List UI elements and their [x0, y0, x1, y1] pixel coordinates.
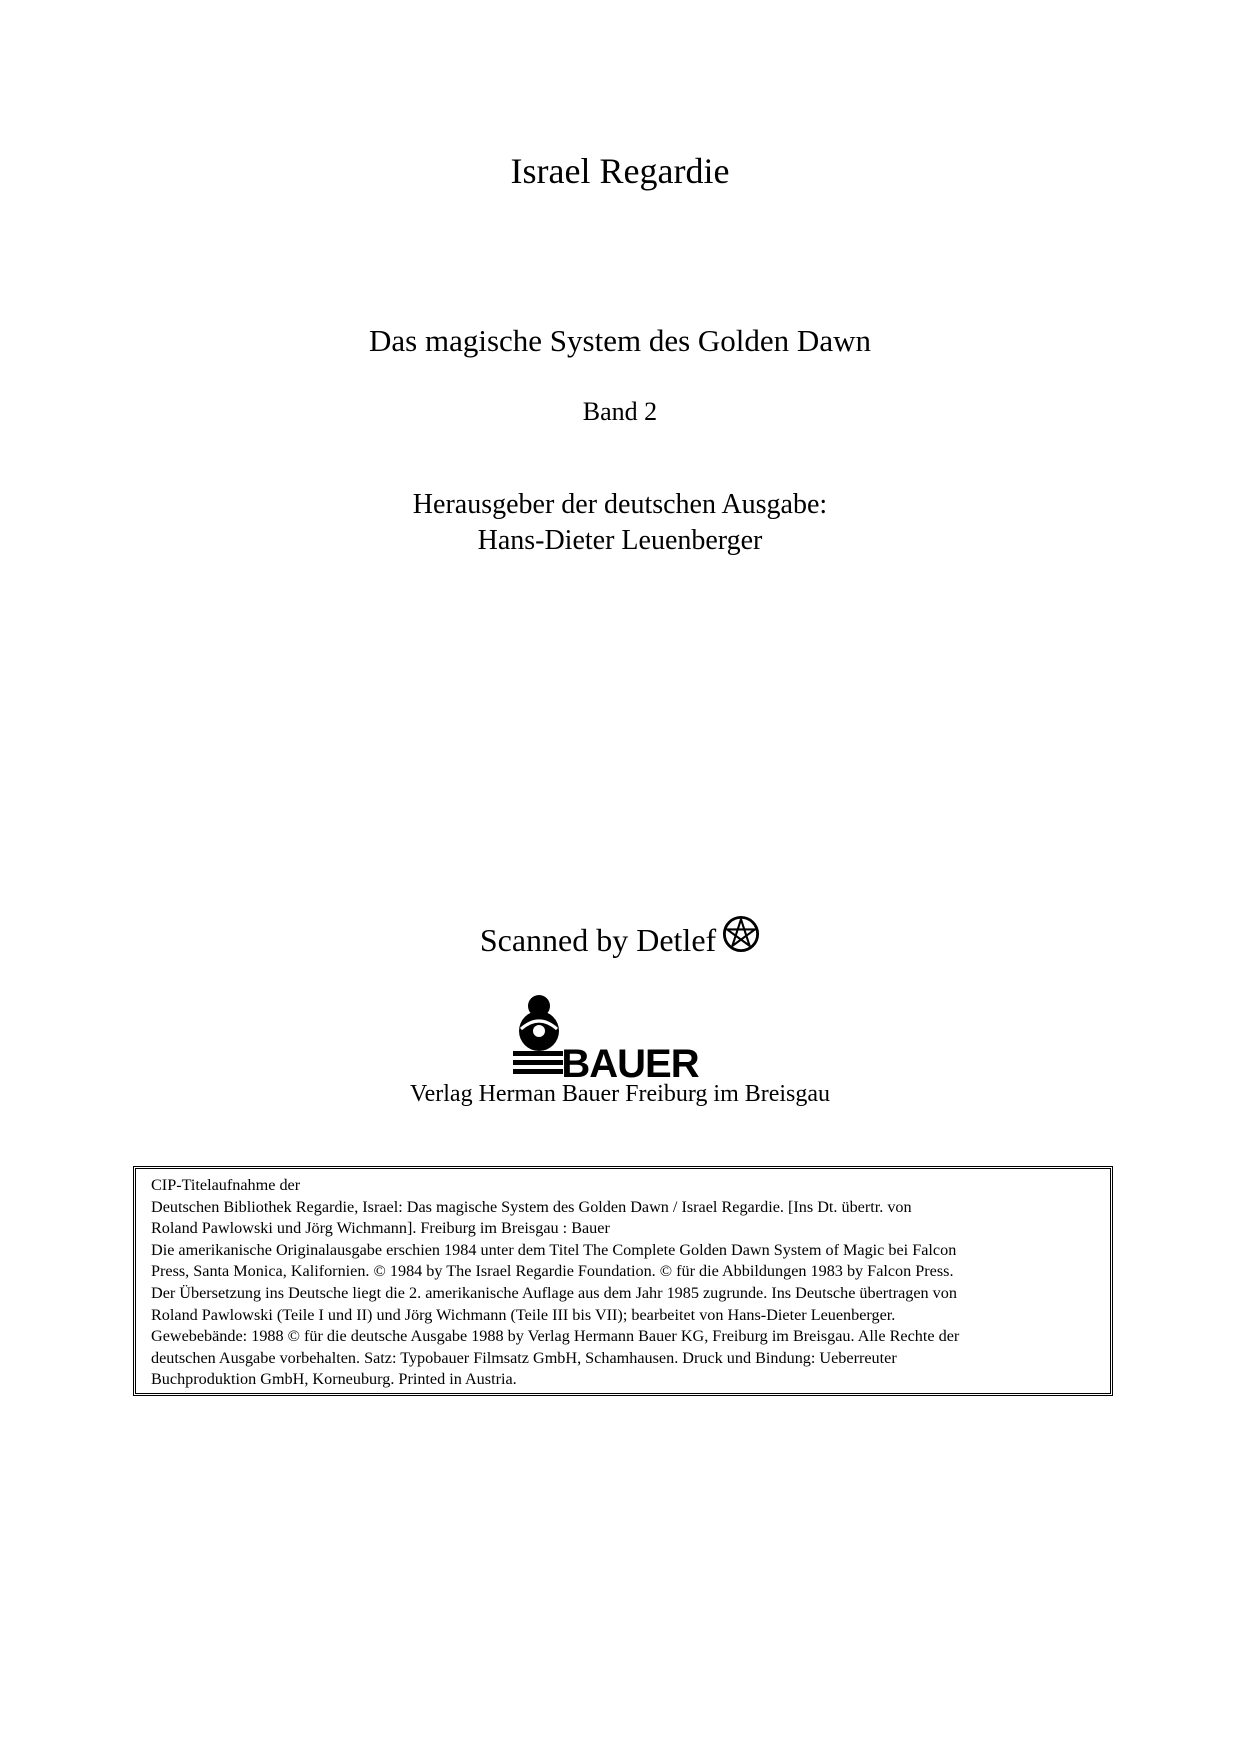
cip-line: Die amerikanische Originalausgabe erschien 1984 unter dem Titel The Complete Golden Dawn System of Magic bei Falcon	[151, 1240, 957, 1259]
cip-line: Buchproduktion GmbH, Korneuburg. Printed in Austria.	[151, 1370, 517, 1389]
editor-name: Hans-Dieter Leuenberger	[477, 525, 763, 556]
bauer-logo	[512, 993, 734, 1081]
cip-line: Gewebebände: 1988 © für die deutsche Ausgabe 1988 by Verlag Hermann Bauer KG, Freiburg im Breisgau. Alle Rechte der	[151, 1327, 960, 1346]
publisher-line: Verlag Herman Bauer Freiburg im Breisgau	[409, 1081, 831, 1107]
editor-label: Herausgeber der deutschen Ausgabe:	[412, 489, 828, 520]
book-title: Das magische System des Golden Dawn	[369, 323, 871, 358]
cip-line: Roland Pawlowski (Teile I und II) und Jörg Wichmann (Teile III bis VII); bearbeitet von Hans-Dieter Leuenberger.	[151, 1305, 896, 1324]
bauer-logo-text: BAUER	[561, 1042, 699, 1081]
author-name: Israel Regardie	[510, 151, 730, 191]
cip-line: Press, Santa Monica, Kalifornien. © 1984 by The Israel Regardie Foundation. © für die Abbildungen 1983 by Falcon Press.	[151, 1262, 954, 1281]
cip-line: CIP-Titelaufnahme der	[151, 1176, 301, 1194]
volume-label: Band 2	[582, 397, 658, 426]
pentacle-icon	[722, 915, 760, 961]
scanned-by-text: Scanned by Detlef	[479, 922, 717, 958]
cip-line: deutschen Ausgabe vorbehalten. Satz: Typobauer Filmsatz GmbH, Schamhausen. Druck und Bindung: Ueberreuter	[151, 1348, 897, 1367]
bauer-eye-logo-icon	[512, 993, 734, 1081]
cip-line: Roland Pawlowski und Jörg Wichmann]. Freiburg im Breisgau : Bauer	[151, 1219, 610, 1238]
scanned-by-line	[0, 915, 1240, 961]
cip-line: Deutschen Bibliothek Regardie, Israel: Das magische System des Golden Dawn / Israel Regardie. [Ins Dt. übertr. von	[151, 1197, 912, 1216]
cip-record-box	[133, 1166, 1113, 1396]
cip-line: Der Übersetzung ins Deutsche liegt die 2. amerikanische Auflage aus dem Jahr 1985 zugrunde. Ins Deutsche übertragen von	[151, 1283, 957, 1302]
